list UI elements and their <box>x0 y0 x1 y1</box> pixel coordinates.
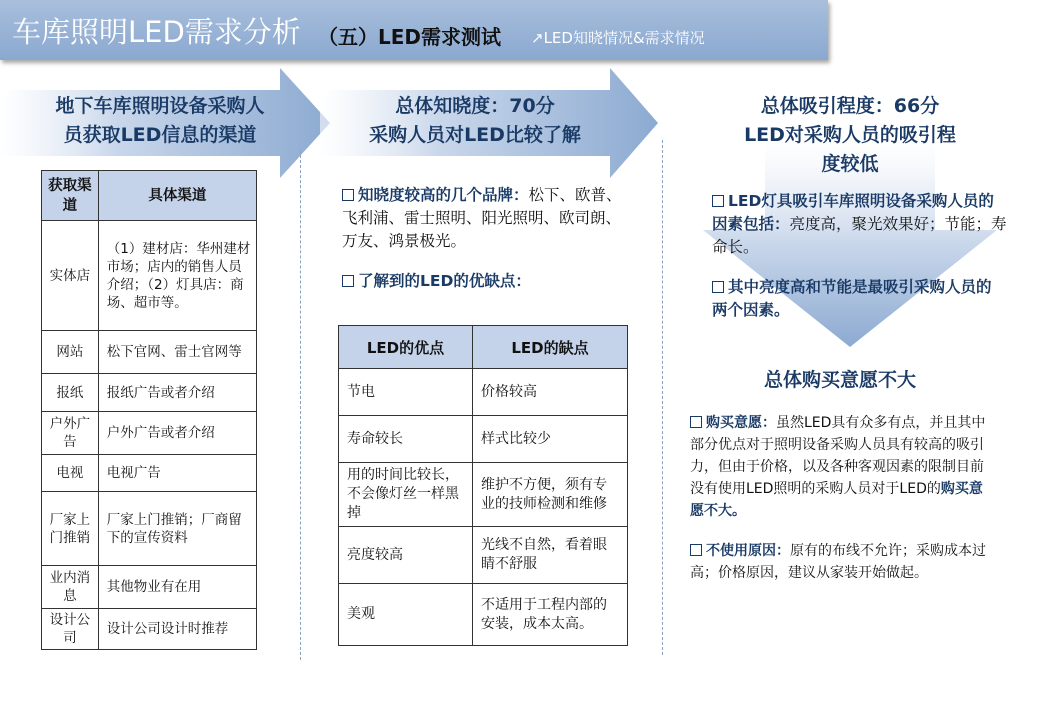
pro-cell: 亮度较高 <box>339 527 473 584</box>
pro-cell: 美观 <box>339 584 473 646</box>
checkbox-bullet-icon <box>712 195 724 207</box>
col3-bullet-factors <box>712 190 1008 259</box>
section-title: （五）LED需求测试 <box>318 25 502 49</box>
detail-cell: 其他物业有在用 <box>98 566 256 609</box>
paragraph-text: 原有的布线不允许；采购成本过高；价格原因，建议从家装开始做起。 <box>690 543 986 581</box>
detail-cell: 户外广告或者介绍 <box>98 412 256 455</box>
detail-cell: 设计公司设计时推荐 <box>98 609 256 650</box>
channel-cell: 网站 <box>42 331 99 374</box>
table-header: 获取渠道 <box>42 171 99 221</box>
channel-cell: 业内消息 <box>42 566 99 609</box>
table-header: 具体渠道 <box>98 171 256 221</box>
channel-cell: 报纸 <box>42 374 99 412</box>
col3-heading-line1: 总体吸引程度：66分 <box>760 95 940 117</box>
col3-paragraph-intent <box>690 412 996 522</box>
bullet-text: 松下、欧普、飞利浦、雷士照明、阳光照明、欧司朗、万友、鸿景极光。 <box>342 186 622 250</box>
channel-cell: 电视 <box>42 455 99 492</box>
paragraph-text: 虽然LED具有众多有点，并且其中部分优点对于照明设备采购人员具有较高的吸引力，但由于价格，以及各种客观因素的限制目前没有使用LED照明的采购人员对于LED的 <box>690 415 986 497</box>
bullet-label: 知晓度较高的几个品牌： <box>358 186 529 204</box>
col1-heading-line2: 员获取LED信息的渠道 <box>63 124 257 146</box>
col2-bullet-brands <box>342 184 634 253</box>
con-cell: 样式比较少 <box>473 416 628 463</box>
col3-heading-line2: LED对采购人员的吸引程 <box>744 124 956 146</box>
col1-heading-line1: 地下车库照明设备采购人 <box>55 95 265 117</box>
detail-cell: 电视广告 <box>98 455 256 492</box>
page-title: 车库照明LED需求分析 <box>12 15 301 49</box>
col2-heading-line2: 采购人员对LED比较了解 <box>369 124 581 146</box>
col3-subheading: 总体购买意愿不大 <box>763 369 916 391</box>
column-divider-1 <box>300 150 301 660</box>
channel-table <box>41 170 257 650</box>
table-header: LED的缺点 <box>473 326 628 369</box>
con-cell: 不适用于工程内部的安装，成本太高。 <box>473 584 628 646</box>
detail-cell: 松下官网、雷士官网等 <box>98 331 256 374</box>
bullet-label: 了解到的LED的优缺点： <box>358 272 531 290</box>
checkbox-bullet-icon <box>712 281 724 293</box>
col2-heading <box>330 92 620 150</box>
pro-cell: 节电 <box>339 369 473 416</box>
pro-cell: 寿命较长 <box>339 416 473 463</box>
detail-cell: 厂家上门推销；厂商留下的宣传资料 <box>98 492 256 566</box>
con-cell: 维护不方便，须有专业的技师检测和维修 <box>473 463 628 527</box>
column-divider-2 <box>662 140 663 655</box>
channel-cell: 实体店 <box>42 221 99 331</box>
bullet-label: LED灯具吸引车库照明设备采购人员的因素包括： <box>712 192 994 233</box>
detail-cell: 报纸广告或者介绍 <box>98 374 256 412</box>
con-cell: 光线不自然，看着眼睛不舒服 <box>473 527 628 584</box>
checkbox-bullet-icon <box>690 416 702 428</box>
paragraph-emphasis: 购买意愿不大。 <box>690 481 983 519</box>
paragraph-label: 不使用原因： <box>706 543 790 559</box>
col3-heading <box>700 92 1000 179</box>
checkbox-bullet-icon <box>342 275 354 287</box>
checkbox-bullet-icon <box>690 544 702 556</box>
col1-heading <box>20 92 300 150</box>
table-header: LED的优点 <box>339 326 473 369</box>
section-subtitle: ↗LED知晓情况&需求情况 <box>531 29 705 47</box>
col3-paragraph-reasons <box>690 540 996 584</box>
detail-cell: （1）建材店：华州建材市场；店内的销售人员介绍；（2）灯具店：商场、超市等。 <box>98 221 256 331</box>
col3-bullet-top-factors <box>712 276 1002 322</box>
col2-bullet-proscons <box>342 270 634 293</box>
channel-cell: 户外广告 <box>42 412 99 455</box>
con-cell: 价格较高 <box>473 369 628 416</box>
channel-cell: 设计公司 <box>42 609 99 650</box>
channel-cell: 厂家上门推销 <box>42 492 99 566</box>
bullet-text: 亮度高，聚光效果好；节能；寿命长。 <box>712 215 1007 256</box>
pros-cons-table <box>338 325 628 646</box>
bullet-label: 其中亮度高和节能是最吸引采购人员的两个因素。 <box>712 278 992 319</box>
checkbox-bullet-icon <box>342 189 354 201</box>
paragraph-label: 购买意愿： <box>706 415 776 431</box>
col2-heading-line1: 总体知晓度：70分 <box>395 95 555 117</box>
pro-cell: 用的时间比较长，不会像灯丝一样黑掉 <box>339 463 473 527</box>
col3-heading-line3: 度较低 <box>821 153 879 175</box>
